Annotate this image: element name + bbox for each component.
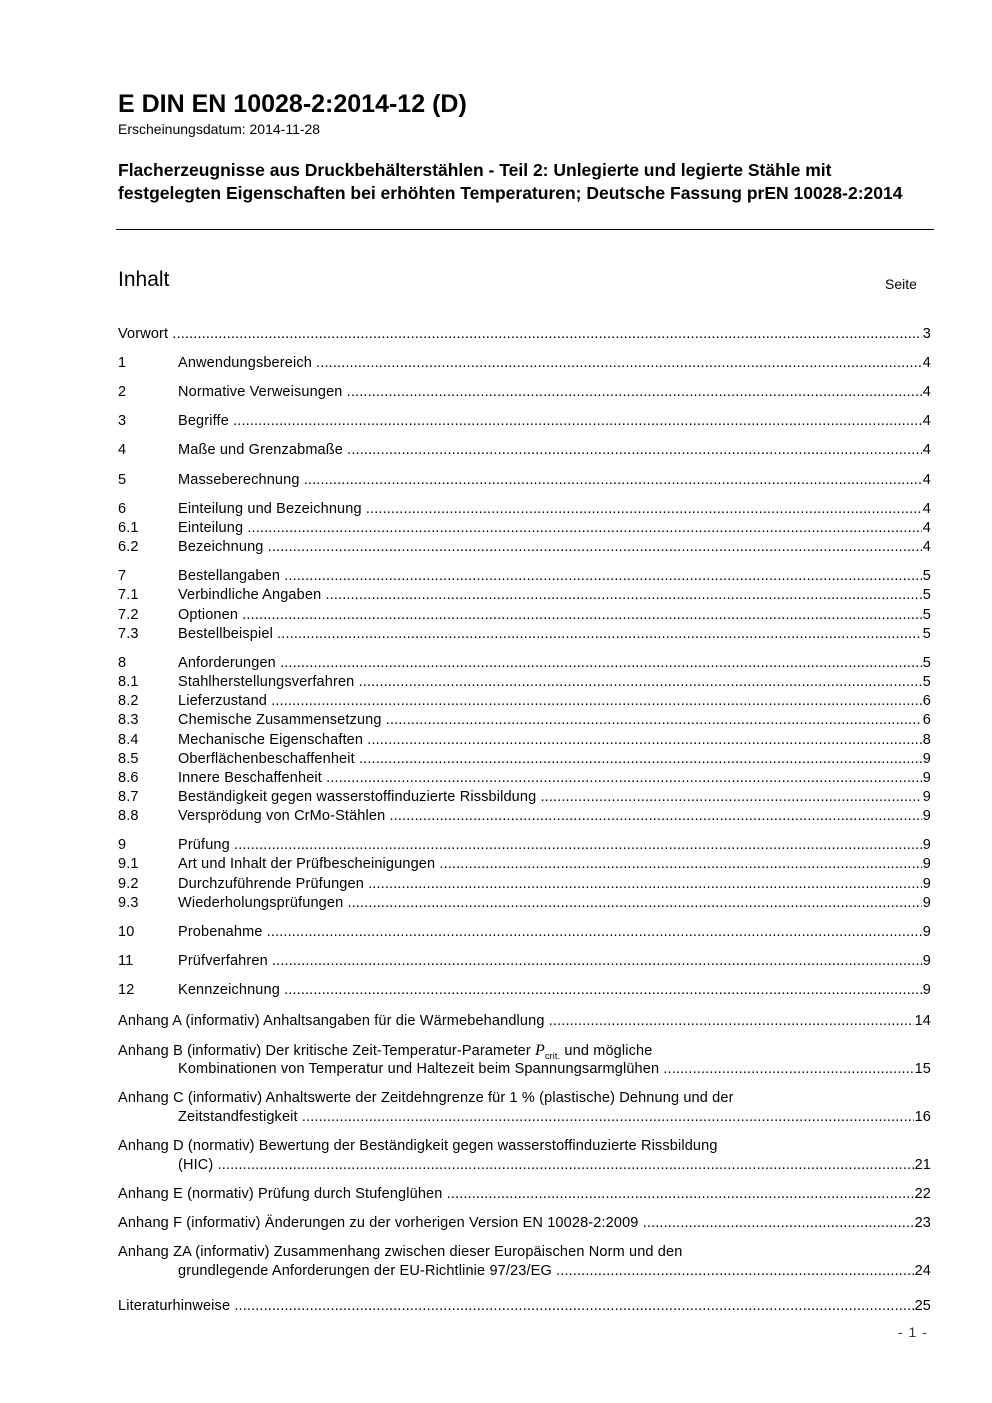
toc-entry-annex-b-line1[interactable] xyxy=(118,1041,931,1060)
toc-entry-title: Anhang A (informativ) Anhaltsangaben für die Wärmebehandlung ..... xyxy=(118,1012,931,1031)
toc-entry-page: 23 xyxy=(914,1215,931,1231)
toc-entry-title: Literaturhinweise ..... xyxy=(118,1297,931,1316)
toc-entry-page: 4 xyxy=(922,520,931,536)
toc-entry-page: 8 xyxy=(922,732,931,748)
page-number: - 1 - xyxy=(898,1324,928,1340)
toc-entry-number: 4 xyxy=(118,442,127,458)
toc-entry-title xyxy=(118,673,931,692)
toc-entry-label: Mechanische Eigenschaften xyxy=(178,732,364,748)
toc-entry-label: Einteilung und Bezeichnung xyxy=(178,501,362,517)
toc-entry[interactable] xyxy=(118,519,931,538)
toc-entry-number: 8.6 xyxy=(118,770,139,786)
document-title: Flacherzeugnisse aus Druckbehälterstählen - Teil 2: Unlegierte und legierte Stähle mit festgelegten Eigenschaften bei erhöhten Temperaturen; Deutsche Fassung prEN 10028-2:2014 xyxy=(118,160,903,203)
toc-entry-number: 6 xyxy=(118,501,127,517)
toc-entry-title xyxy=(118,894,931,913)
toc-entry-title: Anhang C (informativ) Anhaltswerte der Zeitdehngrenze für 1 % (plastische) Dehnung und der xyxy=(118,1090,734,1106)
toc-entry-title: Anhang B (informativ) Der kritische Zeit-Temperatur-Parameter $P_{crit.}$ und mögliche xyxy=(118,1042,653,1062)
toc-entry-page: 5 xyxy=(922,587,931,603)
toc-entry-label: Bestellangaben xyxy=(178,568,281,584)
toc-entry-number: 8 xyxy=(118,655,127,671)
toc-entry-title xyxy=(118,625,931,644)
toc-entry[interactable] xyxy=(118,981,931,1000)
toc-entry-page: 5 xyxy=(922,607,931,623)
toc-entry-title xyxy=(118,654,931,673)
toc-entry-annex-d-line2[interactable] xyxy=(118,1156,931,1175)
toc-entry-title xyxy=(118,500,931,519)
toc-entry-page: 5 xyxy=(922,626,931,642)
toc-entry-label: Begriffe xyxy=(178,413,229,429)
toc-entry-number: 1 xyxy=(118,355,127,371)
toc-entry[interactable] xyxy=(118,836,931,855)
toc-entry-annex-a[interactable] xyxy=(118,1012,931,1031)
toc-entry-page: 24 xyxy=(914,1263,931,1279)
toc-entry-number: 7.3 xyxy=(118,626,139,642)
toc-entry-bibliography[interactable] xyxy=(118,1297,931,1316)
toc-entry[interactable] xyxy=(118,673,931,692)
toc-entry-label: Vorwort xyxy=(118,326,169,342)
toc-entry[interactable] xyxy=(118,894,931,913)
toc-entry-page: 9 xyxy=(922,895,931,911)
toc-entry-title: Zeitstandfestigkeit ..... xyxy=(118,1108,931,1127)
toc-entry-title xyxy=(118,471,931,490)
toc-entry-number: 8.7 xyxy=(118,789,139,805)
toc-entry-label: Innere Beschaffenheit xyxy=(178,770,322,786)
toc-entry[interactable] xyxy=(118,441,931,460)
toc-entry-page: 5 xyxy=(922,655,931,671)
toc-entry-page: 4 xyxy=(922,413,931,429)
toc-entry-page: 4 xyxy=(922,472,931,488)
toc-entry[interactable] xyxy=(118,855,931,874)
toc-entry-page: 9 xyxy=(922,924,931,940)
document-code: E DIN EN 10028-2:2014-12 (D) xyxy=(118,90,467,118)
page-column-heading: Seite xyxy=(885,276,917,292)
toc-entry[interactable] xyxy=(118,500,931,519)
p-crit-symbol: $P_{crit.}$ xyxy=(535,1042,561,1062)
toc-entry-label: Prüfung xyxy=(178,837,230,853)
toc-entry-title xyxy=(118,769,931,788)
toc-entry-label: Maße und Grenzabmaße xyxy=(178,442,343,458)
toc-entry-label: Masseberechnung xyxy=(178,472,300,488)
toc-entry-number: 8.1 xyxy=(118,674,139,690)
toc-entry-page: 14 xyxy=(914,1013,931,1029)
toc-entry[interactable] xyxy=(118,625,931,644)
toc-entry[interactable] xyxy=(118,586,931,605)
toc-entry-title xyxy=(118,788,931,807)
toc-entry-page: 25 xyxy=(914,1298,931,1314)
toc-entry-label: Oberflächenbeschaffenheit xyxy=(178,751,355,767)
toc-entry-page: 4 xyxy=(922,539,931,555)
toc-entry[interactable] xyxy=(118,606,931,625)
toc-entry-page: 5 xyxy=(922,674,931,690)
toc-entry-title xyxy=(118,952,931,971)
toc-entry-label: Verbindliche Angaben xyxy=(178,587,322,603)
toc-entry-title xyxy=(118,412,931,431)
toc-entry-label: Art und Inhalt der Prüfbescheinigungen xyxy=(178,856,436,872)
toc-entry-page: 16 xyxy=(914,1109,931,1125)
toc-entry[interactable] xyxy=(118,769,931,788)
toc-entry-page: 6 xyxy=(922,693,931,709)
toc-entry[interactable] xyxy=(118,471,931,490)
toc-entry[interactable] xyxy=(118,807,931,826)
toc-entry-page: 21 xyxy=(914,1157,931,1173)
toc-entry-number: 2 xyxy=(118,384,127,400)
toc-entry[interactable] xyxy=(118,325,931,344)
toc-entry-label: Anwendungsbereich xyxy=(178,355,312,371)
toc-entry-label: Lieferzustand xyxy=(178,693,268,709)
toc-entry-page: 9 xyxy=(922,837,931,853)
toc-entry-number: 7.1 xyxy=(118,587,139,603)
toc-entry[interactable] xyxy=(118,711,931,730)
toc-entry-label: Bestellbeispiel xyxy=(178,626,273,642)
toc-entry-page: 15 xyxy=(914,1061,931,1077)
toc-entry-title: (HIC) ..... xyxy=(118,1156,931,1175)
toc-heading: Inhalt xyxy=(118,268,170,291)
toc-entry-number: 8.2 xyxy=(118,693,139,709)
publication-date: Erscheinungsdatum: 2014-11-28 xyxy=(118,121,321,137)
toc-entry-page: 9 xyxy=(922,789,931,805)
toc-entry-number: 9.1 xyxy=(118,856,139,872)
toc-entry-annex-b-line2[interactable] xyxy=(118,1060,931,1079)
toc-entry-page: 22 xyxy=(914,1186,931,1202)
toc-entry[interactable] xyxy=(118,538,931,557)
toc-entry-number: 8.5 xyxy=(118,751,139,767)
toc-entry-annex-f[interactable] xyxy=(118,1214,931,1233)
toc-entry[interactable] xyxy=(118,383,931,402)
toc-entry-label: Einteilung xyxy=(178,520,244,536)
toc-entry-number: 6.2 xyxy=(118,539,139,555)
toc-entry-annex-c-line1[interactable] xyxy=(118,1089,931,1108)
toc-entry-label: Chemische Zusammensetzung xyxy=(178,712,382,728)
toc-entry-title xyxy=(118,750,931,769)
toc-entry-title xyxy=(118,383,931,402)
toc-entry-number: 12 xyxy=(118,982,135,998)
toc-entry-page: 4 xyxy=(922,442,931,458)
toc-entry-label: Prüfverfahren xyxy=(178,953,268,969)
toc-entry-title xyxy=(118,519,931,538)
toc-entry[interactable] xyxy=(118,354,931,373)
toc-entry-page: 5 xyxy=(922,568,931,584)
toc-entry-title: Anhang E (normativ) Prüfung durch Stufenglühen ..... xyxy=(118,1185,931,1204)
toc-entry-page: 3 xyxy=(922,326,931,342)
toc-entry-title xyxy=(118,354,931,373)
toc-entry-page: 4 xyxy=(922,384,931,400)
toc-entry-label: Normative Verweisungen xyxy=(178,384,343,400)
toc-entry-label: Optionen xyxy=(178,607,239,623)
toc-entry-number: 8.3 xyxy=(118,712,139,728)
toc-entry[interactable] xyxy=(118,923,931,942)
toc-entry[interactable] xyxy=(118,875,931,894)
toc-entry[interactable] xyxy=(118,750,931,769)
toc-entry-title xyxy=(118,606,931,625)
toc-entry-title: Anhang ZA (informativ) Zusammenhang zwischen dieser Europäischen Norm und den xyxy=(118,1244,683,1260)
toc-entry-title xyxy=(118,441,931,460)
toc-entry-page: 9 xyxy=(922,770,931,786)
toc-entry-number: 8.4 xyxy=(118,732,139,748)
toc-entry-number: 7.2 xyxy=(118,607,139,623)
toc-entry-title: Kombinationen von Temperatur und Haltezeit beim Spannungsarmglühen ..... xyxy=(118,1060,931,1079)
toc-entry[interactable] xyxy=(118,731,931,750)
toc-entry[interactable] xyxy=(118,952,931,971)
toc-entry-label: Versprödung von CrMo-Stählen xyxy=(178,808,386,824)
toc-entry-title xyxy=(118,731,931,750)
toc-entry[interactable] xyxy=(118,788,931,807)
toc-entry-label: Beständigkeit gegen wasserstoffinduzierte Rissbildung xyxy=(178,789,537,805)
toc-entry-page: 9 xyxy=(922,982,931,998)
toc-entry-annex-e[interactable] xyxy=(118,1185,931,1204)
toc-entry-page: 6 xyxy=(922,712,931,728)
toc-entry-number: 9 xyxy=(118,837,127,853)
toc-entry-title xyxy=(118,538,931,557)
toc-entry-page: 9 xyxy=(922,876,931,892)
toc-entry-label: Bezeichnung xyxy=(178,539,264,555)
toc-entry-title xyxy=(118,807,931,826)
toc-entry-title xyxy=(118,711,931,730)
toc-entry-page: 9 xyxy=(922,808,931,824)
toc-entry-title xyxy=(118,923,931,942)
toc-entry-number: 9.2 xyxy=(118,876,139,892)
toc-entry-page: 9 xyxy=(922,751,931,767)
toc-entry[interactable] xyxy=(118,654,931,673)
toc-entry-label: Anforderungen xyxy=(178,655,276,671)
toc-entry-title xyxy=(118,836,931,855)
toc-entry-page: 9 xyxy=(922,953,931,969)
toc-entry-label: Probenahme xyxy=(178,924,263,940)
toc-entry-page: 9 xyxy=(922,856,931,872)
toc-entry[interactable] xyxy=(118,567,931,586)
toc-entry-number: 11 xyxy=(118,953,134,969)
toc-entry-annex-c-line2[interactable] xyxy=(118,1108,931,1127)
toc-entry-label: Kennzeichnung xyxy=(178,982,280,998)
title-divider xyxy=(116,229,934,230)
toc-entry-title xyxy=(118,981,931,1000)
toc-entry-number: 9.3 xyxy=(118,895,139,911)
toc-entry-label: Wiederholungsprüfungen xyxy=(178,895,344,911)
toc-entry[interactable] xyxy=(118,412,931,431)
toc-entry-title xyxy=(118,855,931,874)
toc-entry-title xyxy=(118,567,931,586)
toc-entry-annex-za-line2[interactable] xyxy=(118,1262,931,1281)
toc-entry-title: Anhang F (informativ) Änderungen zu der vorherigen Version EN 10028-2:2009 ..... xyxy=(118,1214,931,1233)
toc-entry-label: Durchzuführende Prüfungen xyxy=(178,876,364,892)
toc-entry-number: 8.8 xyxy=(118,808,139,824)
toc-entry-title xyxy=(118,325,931,344)
toc-entry-annex-d-line1[interactable] xyxy=(118,1137,931,1156)
toc-entry-number: 6.1 xyxy=(118,520,139,536)
toc-entry-label: Stahlherstellungsverfahren xyxy=(178,674,355,690)
toc-entry-title xyxy=(118,875,931,894)
toc-entry-title: grundlegende Anforderungen der EU-Richtlinie 97/23/EG ..... xyxy=(118,1262,931,1281)
toc-entry-annex-za-line1[interactable] xyxy=(118,1243,931,1262)
toc-entry-number: 7 xyxy=(118,568,127,584)
toc-entry-title xyxy=(118,586,931,605)
toc-entry-number: 5 xyxy=(118,472,127,488)
toc-entry-page: 4 xyxy=(922,501,931,517)
toc-entry-page: 4 xyxy=(922,355,931,371)
toc-entry-title xyxy=(118,692,931,711)
toc-entry[interactable] xyxy=(118,692,931,711)
toc-entry-number: 10 xyxy=(118,924,135,940)
toc-entry-number: 3 xyxy=(118,413,127,429)
toc-entry-title: Anhang D (normativ) Bewertung der Beständigkeit gegen wasserstoffinduzierte Rissbildung xyxy=(118,1138,718,1154)
